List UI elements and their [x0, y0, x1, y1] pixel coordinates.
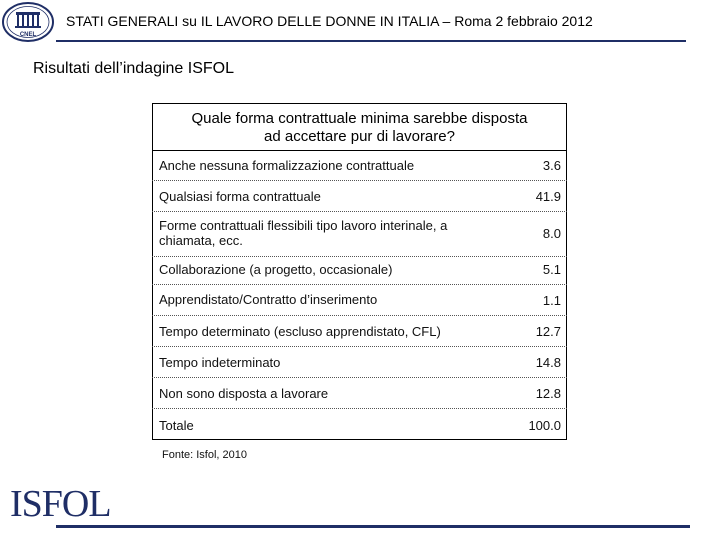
page-header-title: STATI GENERALI su IL LAVORO DELLE DONNE IN ITALIA – Roma 2 febbraio 2012 — [66, 13, 593, 29]
row-label: Forme contrattuali flessibili tipo lavoro interinale, a chiamata, ecc. — [159, 218, 448, 248]
row-label: Tempo determinato (escluso apprendistato, CFL) — [159, 324, 441, 339]
cnel-seal-icon — [2, 2, 54, 42]
header-divider — [56, 40, 686, 42]
section-subtitle: Risultati dell’indagine ISFOL — [33, 60, 234, 77]
row-value: 12.7 — [535, 324, 561, 339]
row-value: 14.8 — [535, 355, 561, 370]
row-value: 3.6 — [542, 158, 561, 173]
row-label: Qualsiasi forma contrattuale — [159, 189, 321, 204]
table-row — [152, 316, 567, 347]
table-row — [152, 257, 567, 285]
row-value: 41.9 — [535, 189, 561, 204]
table-row — [152, 151, 567, 181]
table-row — [152, 212, 567, 257]
question-line-2: ad accettare pur di lavorare? — [264, 128, 455, 145]
row-value: 1.1 — [542, 293, 561, 308]
table-row-total — [152, 409, 567, 440]
source-note: Fonte: Isfol, 2010 — [162, 449, 247, 461]
row-label: Apprendistato/Contratto d’inserimento — [159, 292, 378, 307]
table-row — [152, 347, 567, 378]
table-row — [152, 378, 567, 409]
logo-text: ISFOL — [10, 483, 111, 525]
row-label: Tempo indeterminato — [159, 355, 281, 370]
isfol-logo — [8, 478, 118, 526]
row-label: Anche nessuna formalizzazione contrattuale — [159, 158, 415, 173]
seal-text: CNEL — [19, 32, 37, 38]
table-row — [152, 181, 567, 212]
row-value: 5.1 — [542, 262, 561, 277]
row-value: 100.0 — [528, 418, 561, 433]
footer-divider — [56, 525, 690, 528]
row-label: Totale — [159, 418, 194, 433]
row-value: 12.8 — [535, 386, 561, 401]
question-line-1: Quale forma contrattuale minima sarebbe disposta — [191, 110, 528, 127]
table-question — [153, 110, 566, 146]
row-value: 8.0 — [542, 226, 561, 241]
table-row — [152, 285, 567, 316]
row-label: Collaborazione (a progetto, occasionale) — [159, 262, 393, 277]
row-label: Non sono disposta a lavorare — [159, 386, 329, 401]
